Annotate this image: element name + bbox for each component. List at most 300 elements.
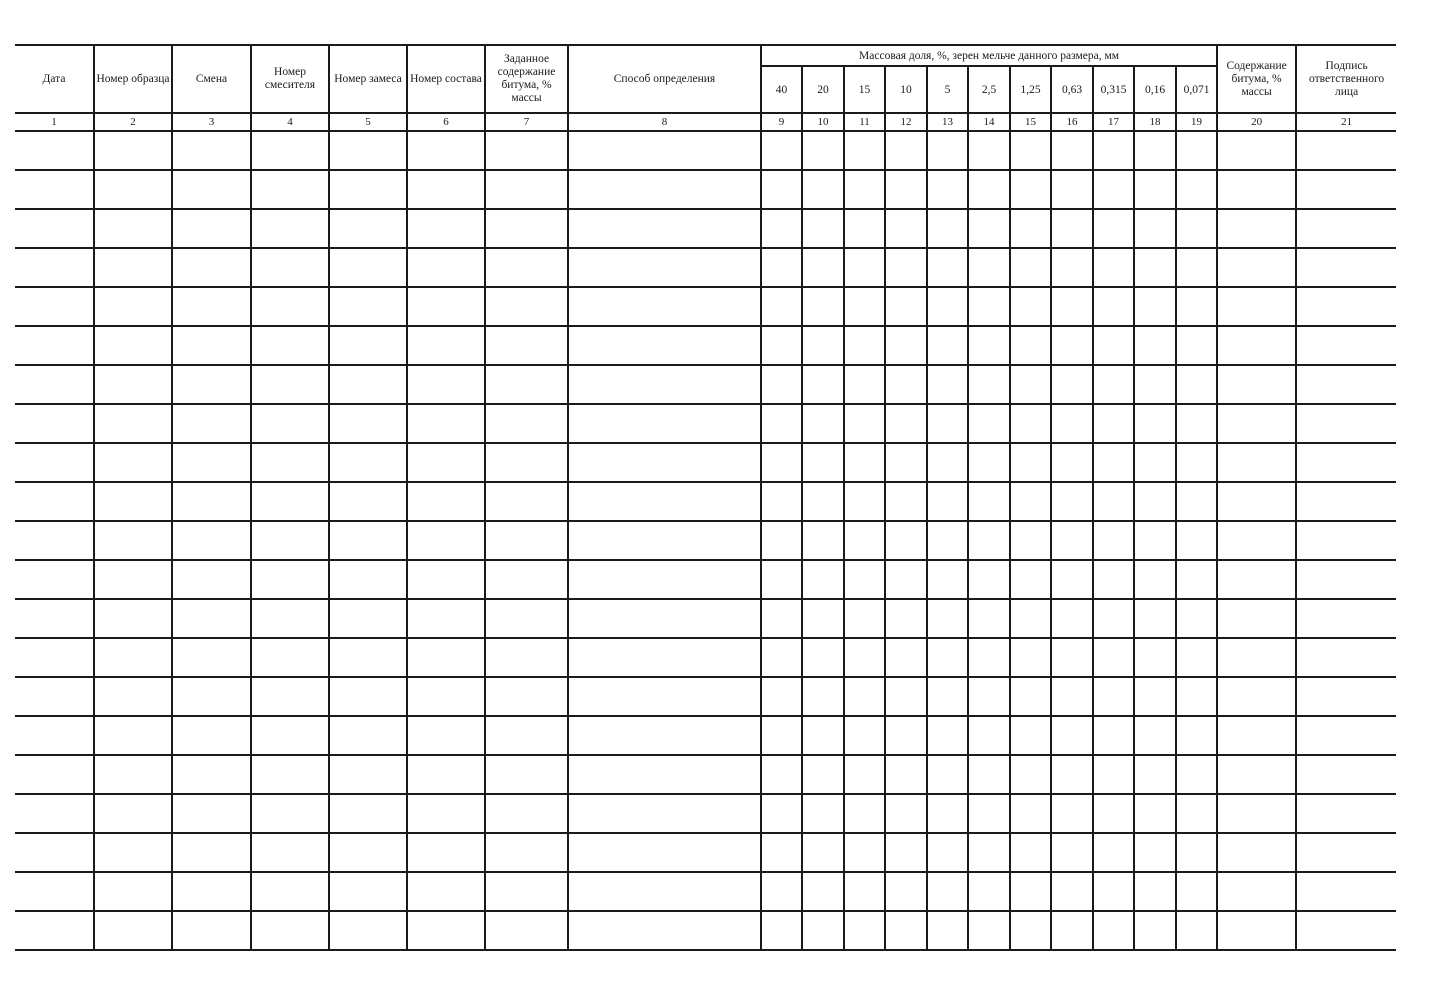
entry-cell[interactable]: [1010, 521, 1051, 560]
entry-cell[interactable]: [802, 482, 844, 521]
entry-cell[interactable]: [761, 794, 802, 833]
entry-cell[interactable]: [251, 365, 329, 404]
entry-cell[interactable]: [485, 209, 568, 248]
entry-cell[interactable]: [172, 365, 251, 404]
entry-cell[interactable]: [1010, 248, 1051, 287]
entry-cell[interactable]: [1010, 482, 1051, 521]
entry-cell[interactable]: [251, 443, 329, 482]
entry-cell[interactable]: [1217, 482, 1296, 521]
entry-cell[interactable]: [1176, 248, 1217, 287]
entry-cell[interactable]: [802, 794, 844, 833]
entry-cell[interactable]: [568, 716, 761, 755]
entry-cell[interactable]: [1093, 794, 1134, 833]
entry-cell[interactable]: [1093, 131, 1134, 170]
entry-cell[interactable]: [1176, 638, 1217, 677]
entry-cell[interactable]: [1051, 833, 1093, 872]
entry-cell[interactable]: [329, 755, 407, 794]
entry-cell[interactable]: [1010, 677, 1051, 716]
entry-cell[interactable]: [1217, 599, 1296, 638]
entry-cell[interactable]: [407, 716, 485, 755]
entry-cell[interactable]: [1134, 482, 1176, 521]
entry-cell[interactable]: [1296, 755, 1396, 794]
entry-cell[interactable]: [968, 482, 1010, 521]
entry-cell[interactable]: [1296, 677, 1396, 716]
entry-cell[interactable]: [761, 170, 802, 209]
entry-cell[interactable]: [329, 872, 407, 911]
entry-cell[interactable]: [1093, 209, 1134, 248]
entry-cell[interactable]: [94, 599, 172, 638]
entry-cell[interactable]: [1134, 794, 1176, 833]
entry-cell[interactable]: [1134, 521, 1176, 560]
entry-cell[interactable]: [968, 365, 1010, 404]
entry-cell[interactable]: [968, 833, 1010, 872]
entry-cell[interactable]: [885, 911, 927, 950]
entry-cell[interactable]: [968, 248, 1010, 287]
entry-cell[interactable]: [251, 326, 329, 365]
entry-cell[interactable]: [844, 365, 885, 404]
entry-cell[interactable]: [1010, 404, 1051, 443]
entry-cell[interactable]: [885, 287, 927, 326]
entry-cell[interactable]: [568, 209, 761, 248]
entry-cell[interactable]: [1176, 521, 1217, 560]
entry-cell[interactable]: [761, 248, 802, 287]
entry-cell[interactable]: [1217, 911, 1296, 950]
entry-cell[interactable]: [1176, 872, 1217, 911]
entry-cell[interactable]: [844, 209, 885, 248]
entry-cell[interactable]: [15, 911, 94, 950]
entry-cell[interactable]: [844, 833, 885, 872]
entry-cell[interactable]: [15, 833, 94, 872]
entry-cell[interactable]: [844, 287, 885, 326]
entry-cell[interactable]: [1217, 794, 1296, 833]
entry-cell[interactable]: [568, 131, 761, 170]
entry-cell[interactable]: [407, 443, 485, 482]
entry-cell[interactable]: [1051, 638, 1093, 677]
entry-cell[interactable]: [329, 599, 407, 638]
entry-cell[interactable]: [485, 131, 568, 170]
entry-cell[interactable]: [844, 677, 885, 716]
entry-cell[interactable]: [94, 911, 172, 950]
entry-cell[interactable]: [407, 248, 485, 287]
entry-cell[interactable]: [844, 443, 885, 482]
entry-cell[interactable]: [844, 482, 885, 521]
entry-cell[interactable]: [251, 833, 329, 872]
entry-cell[interactable]: [1093, 326, 1134, 365]
entry-cell[interactable]: [94, 482, 172, 521]
entry-cell[interactable]: [15, 716, 94, 755]
entry-cell[interactable]: [568, 287, 761, 326]
entry-cell[interactable]: [94, 443, 172, 482]
entry-cell[interactable]: [172, 677, 251, 716]
entry-cell[interactable]: [1093, 755, 1134, 794]
entry-cell[interactable]: [15, 677, 94, 716]
entry-cell[interactable]: [568, 404, 761, 443]
entry-cell[interactable]: [844, 638, 885, 677]
entry-cell[interactable]: [329, 716, 407, 755]
entry-cell[interactable]: [844, 755, 885, 794]
entry-cell[interactable]: [761, 404, 802, 443]
entry-cell[interactable]: [172, 248, 251, 287]
entry-cell[interactable]: [1093, 599, 1134, 638]
entry-cell[interactable]: [15, 482, 94, 521]
entry-cell[interactable]: [802, 755, 844, 794]
entry-cell[interactable]: [568, 521, 761, 560]
entry-cell[interactable]: [761, 755, 802, 794]
entry-cell[interactable]: [568, 911, 761, 950]
entry-cell[interactable]: [329, 248, 407, 287]
entry-cell[interactable]: [1134, 365, 1176, 404]
entry-cell[interactable]: [927, 755, 968, 794]
entry-cell[interactable]: [844, 521, 885, 560]
entry-cell[interactable]: [1051, 794, 1093, 833]
entry-cell[interactable]: [15, 209, 94, 248]
entry-cell[interactable]: [968, 560, 1010, 599]
entry-cell[interactable]: [15, 599, 94, 638]
entry-cell[interactable]: [407, 365, 485, 404]
entry-cell[interactable]: [568, 638, 761, 677]
entry-cell[interactable]: [485, 755, 568, 794]
entry-cell[interactable]: [1176, 833, 1217, 872]
entry-cell[interactable]: [1217, 131, 1296, 170]
entry-cell[interactable]: [1134, 326, 1176, 365]
entry-cell[interactable]: [329, 365, 407, 404]
entry-cell[interactable]: [1176, 911, 1217, 950]
entry-cell[interactable]: [172, 170, 251, 209]
entry-cell[interactable]: [1296, 794, 1396, 833]
entry-cell[interactable]: [172, 560, 251, 599]
entry-cell[interactable]: [172, 833, 251, 872]
entry-cell[interactable]: [568, 755, 761, 794]
entry-cell[interactable]: [407, 521, 485, 560]
entry-cell[interactable]: [329, 911, 407, 950]
entry-cell[interactable]: [407, 131, 485, 170]
entry-cell[interactable]: [885, 131, 927, 170]
entry-cell[interactable]: [329, 209, 407, 248]
entry-cell[interactable]: [251, 287, 329, 326]
entry-cell[interactable]: [172, 755, 251, 794]
entry-cell[interactable]: [802, 872, 844, 911]
entry-cell[interactable]: [761, 365, 802, 404]
entry-cell[interactable]: [485, 443, 568, 482]
entry-cell[interactable]: [1010, 794, 1051, 833]
entry-cell[interactable]: [329, 443, 407, 482]
entry-cell[interactable]: [1093, 560, 1134, 599]
entry-cell[interactable]: [94, 404, 172, 443]
entry-cell[interactable]: [1217, 560, 1296, 599]
entry-cell[interactable]: [1010, 716, 1051, 755]
entry-cell[interactable]: [172, 638, 251, 677]
entry-cell[interactable]: [968, 599, 1010, 638]
entry-cell[interactable]: [1093, 443, 1134, 482]
entry-cell[interactable]: [251, 638, 329, 677]
entry-cell[interactable]: [844, 560, 885, 599]
entry-cell[interactable]: [1010, 599, 1051, 638]
entry-cell[interactable]: [172, 794, 251, 833]
entry-cell[interactable]: [1176, 287, 1217, 326]
entry-cell[interactable]: [1176, 326, 1217, 365]
entry-cell[interactable]: [485, 404, 568, 443]
entry-cell[interactable]: [761, 911, 802, 950]
entry-cell[interactable]: [968, 404, 1010, 443]
entry-cell[interactable]: [844, 170, 885, 209]
entry-cell[interactable]: [968, 287, 1010, 326]
entry-cell[interactable]: [15, 872, 94, 911]
entry-cell[interactable]: [329, 521, 407, 560]
entry-cell[interactable]: [251, 560, 329, 599]
entry-cell[interactable]: [885, 677, 927, 716]
entry-cell[interactable]: [1296, 287, 1396, 326]
entry-cell[interactable]: [1051, 404, 1093, 443]
entry-cell[interactable]: [172, 716, 251, 755]
entry-cell[interactable]: [568, 560, 761, 599]
entry-cell[interactable]: [1010, 755, 1051, 794]
entry-cell[interactable]: [1010, 560, 1051, 599]
entry-cell[interactable]: [1296, 911, 1396, 950]
entry-cell[interactable]: [761, 833, 802, 872]
entry-cell[interactable]: [968, 911, 1010, 950]
entry-cell[interactable]: [968, 794, 1010, 833]
entry-cell[interactable]: [94, 131, 172, 170]
entry-cell[interactable]: [844, 248, 885, 287]
entry-cell[interactable]: [15, 521, 94, 560]
entry-cell[interactable]: [802, 326, 844, 365]
entry-cell[interactable]: [251, 482, 329, 521]
entry-cell[interactable]: [1176, 482, 1217, 521]
entry-cell[interactable]: [94, 560, 172, 599]
entry-cell[interactable]: [761, 560, 802, 599]
entry-cell[interactable]: [761, 716, 802, 755]
entry-cell[interactable]: [251, 755, 329, 794]
entry-cell[interactable]: [94, 248, 172, 287]
entry-cell[interactable]: [94, 833, 172, 872]
entry-cell[interactable]: [568, 794, 761, 833]
entry-cell[interactable]: [1217, 248, 1296, 287]
entry-cell[interactable]: [1134, 287, 1176, 326]
entry-cell[interactable]: [844, 599, 885, 638]
entry-cell[interactable]: [1134, 560, 1176, 599]
entry-cell[interactable]: [568, 326, 761, 365]
entry-cell[interactable]: [968, 443, 1010, 482]
entry-cell[interactable]: [885, 794, 927, 833]
entry-cell[interactable]: [94, 287, 172, 326]
entry-cell[interactable]: [407, 170, 485, 209]
entry-cell[interactable]: [1176, 677, 1217, 716]
entry-cell[interactable]: [485, 560, 568, 599]
entry-cell[interactable]: [329, 677, 407, 716]
entry-cell[interactable]: [251, 248, 329, 287]
entry-cell[interactable]: [485, 911, 568, 950]
entry-cell[interactable]: [885, 365, 927, 404]
entry-cell[interactable]: [1093, 638, 1134, 677]
entry-cell[interactable]: [1010, 443, 1051, 482]
entry-cell[interactable]: [885, 872, 927, 911]
entry-cell[interactable]: [172, 326, 251, 365]
entry-cell[interactable]: [1217, 170, 1296, 209]
entry-cell[interactable]: [968, 716, 1010, 755]
entry-cell[interactable]: [94, 872, 172, 911]
entry-cell[interactable]: [172, 209, 251, 248]
entry-cell[interactable]: [1134, 209, 1176, 248]
entry-cell[interactable]: [885, 755, 927, 794]
entry-cell[interactable]: [1296, 209, 1396, 248]
entry-cell[interactable]: [1296, 521, 1396, 560]
entry-cell[interactable]: [927, 404, 968, 443]
entry-cell[interactable]: [1296, 248, 1396, 287]
entry-cell[interactable]: [15, 131, 94, 170]
entry-cell[interactable]: [885, 248, 927, 287]
entry-cell[interactable]: [927, 638, 968, 677]
entry-cell[interactable]: [407, 404, 485, 443]
entry-cell[interactable]: [761, 209, 802, 248]
entry-cell[interactable]: [761, 443, 802, 482]
entry-cell[interactable]: [1010, 287, 1051, 326]
entry-cell[interactable]: [1296, 443, 1396, 482]
entry-cell[interactable]: [1134, 248, 1176, 287]
entry-cell[interactable]: [1093, 521, 1134, 560]
entry-cell[interactable]: [927, 326, 968, 365]
entry-cell[interactable]: [927, 248, 968, 287]
entry-cell[interactable]: [761, 131, 802, 170]
entry-cell[interactable]: [1093, 716, 1134, 755]
entry-cell[interactable]: [485, 599, 568, 638]
entry-cell[interactable]: [94, 209, 172, 248]
entry-cell[interactable]: [1093, 170, 1134, 209]
entry-cell[interactable]: [251, 911, 329, 950]
entry-cell[interactable]: [1051, 326, 1093, 365]
entry-cell[interactable]: [329, 170, 407, 209]
entry-cell[interactable]: [1134, 443, 1176, 482]
entry-cell[interactable]: [1010, 209, 1051, 248]
entry-cell[interactable]: [1176, 794, 1217, 833]
entry-cell[interactable]: [1010, 638, 1051, 677]
entry-cell[interactable]: [927, 794, 968, 833]
entry-cell[interactable]: [844, 404, 885, 443]
entry-cell[interactable]: [485, 365, 568, 404]
entry-cell[interactable]: [485, 521, 568, 560]
entry-cell[interactable]: [1176, 443, 1217, 482]
entry-cell[interactable]: [1051, 716, 1093, 755]
entry-cell[interactable]: [15, 248, 94, 287]
entry-cell[interactable]: [94, 794, 172, 833]
entry-cell[interactable]: [885, 209, 927, 248]
entry-cell[interactable]: [329, 560, 407, 599]
entry-cell[interactable]: [885, 560, 927, 599]
entry-cell[interactable]: [802, 404, 844, 443]
entry-cell[interactable]: [1093, 482, 1134, 521]
entry-cell[interactable]: [802, 521, 844, 560]
entry-cell[interactable]: [329, 833, 407, 872]
entry-cell[interactable]: [568, 872, 761, 911]
entry-cell[interactable]: [568, 833, 761, 872]
entry-cell[interactable]: [251, 170, 329, 209]
entry-cell[interactable]: [94, 677, 172, 716]
entry-cell[interactable]: [1051, 755, 1093, 794]
entry-cell[interactable]: [407, 638, 485, 677]
entry-cell[interactable]: [94, 170, 172, 209]
entry-cell[interactable]: [15, 170, 94, 209]
entry-cell[interactable]: [1134, 677, 1176, 716]
entry-cell[interactable]: [1176, 716, 1217, 755]
entry-cell[interactable]: [927, 599, 968, 638]
entry-cell[interactable]: [568, 599, 761, 638]
entry-cell[interactable]: [1051, 599, 1093, 638]
entry-cell[interactable]: [1093, 287, 1134, 326]
entry-cell[interactable]: [251, 131, 329, 170]
entry-cell[interactable]: [885, 404, 927, 443]
entry-cell[interactable]: [251, 404, 329, 443]
entry-cell[interactable]: [1134, 716, 1176, 755]
entry-cell[interactable]: [1217, 404, 1296, 443]
entry-cell[interactable]: [761, 599, 802, 638]
entry-cell[interactable]: [1051, 677, 1093, 716]
entry-cell[interactable]: [802, 677, 844, 716]
entry-cell[interactable]: [94, 716, 172, 755]
entry-cell[interactable]: [761, 326, 802, 365]
entry-cell[interactable]: [1217, 521, 1296, 560]
entry-cell[interactable]: [927, 365, 968, 404]
entry-cell[interactable]: [329, 287, 407, 326]
entry-cell[interactable]: [885, 599, 927, 638]
entry-cell[interactable]: [568, 365, 761, 404]
entry-cell[interactable]: [485, 638, 568, 677]
entry-cell[interactable]: [251, 521, 329, 560]
entry-cell[interactable]: [568, 248, 761, 287]
entry-cell[interactable]: [802, 365, 844, 404]
entry-cell[interactable]: [172, 911, 251, 950]
entry-cell[interactable]: [1051, 365, 1093, 404]
entry-cell[interactable]: [329, 326, 407, 365]
entry-cell[interactable]: [1217, 326, 1296, 365]
entry-cell[interactable]: [407, 326, 485, 365]
entry-cell[interactable]: [15, 365, 94, 404]
entry-cell[interactable]: [1296, 170, 1396, 209]
entry-cell[interactable]: [927, 287, 968, 326]
entry-cell[interactable]: [1051, 482, 1093, 521]
entry-cell[interactable]: [802, 599, 844, 638]
entry-cell[interactable]: [802, 638, 844, 677]
entry-cell[interactable]: [1296, 638, 1396, 677]
entry-cell[interactable]: [15, 326, 94, 365]
entry-cell[interactable]: [885, 521, 927, 560]
entry-cell[interactable]: [172, 404, 251, 443]
entry-cell[interactable]: [485, 716, 568, 755]
entry-cell[interactable]: [1093, 365, 1134, 404]
entry-cell[interactable]: [172, 443, 251, 482]
entry-cell[interactable]: [927, 482, 968, 521]
entry-cell[interactable]: [568, 482, 761, 521]
entry-cell[interactable]: [172, 521, 251, 560]
entry-cell[interactable]: [968, 170, 1010, 209]
entry-cell[interactable]: [885, 716, 927, 755]
entry-cell[interactable]: [927, 560, 968, 599]
entry-cell[interactable]: [251, 209, 329, 248]
entry-cell[interactable]: [1217, 872, 1296, 911]
entry-cell[interactable]: [844, 326, 885, 365]
entry-cell[interactable]: [1296, 872, 1396, 911]
entry-cell[interactable]: [968, 521, 1010, 560]
entry-cell[interactable]: [407, 209, 485, 248]
entry-cell[interactable]: [885, 443, 927, 482]
entry-cell[interactable]: [94, 755, 172, 794]
entry-cell[interactable]: [885, 482, 927, 521]
entry-cell[interactable]: [927, 833, 968, 872]
entry-cell[interactable]: [1051, 521, 1093, 560]
entry-cell[interactable]: [761, 638, 802, 677]
entry-cell[interactable]: [1176, 365, 1217, 404]
entry-cell[interactable]: [407, 755, 485, 794]
entry-cell[interactable]: [15, 560, 94, 599]
entry-cell[interactable]: [485, 794, 568, 833]
